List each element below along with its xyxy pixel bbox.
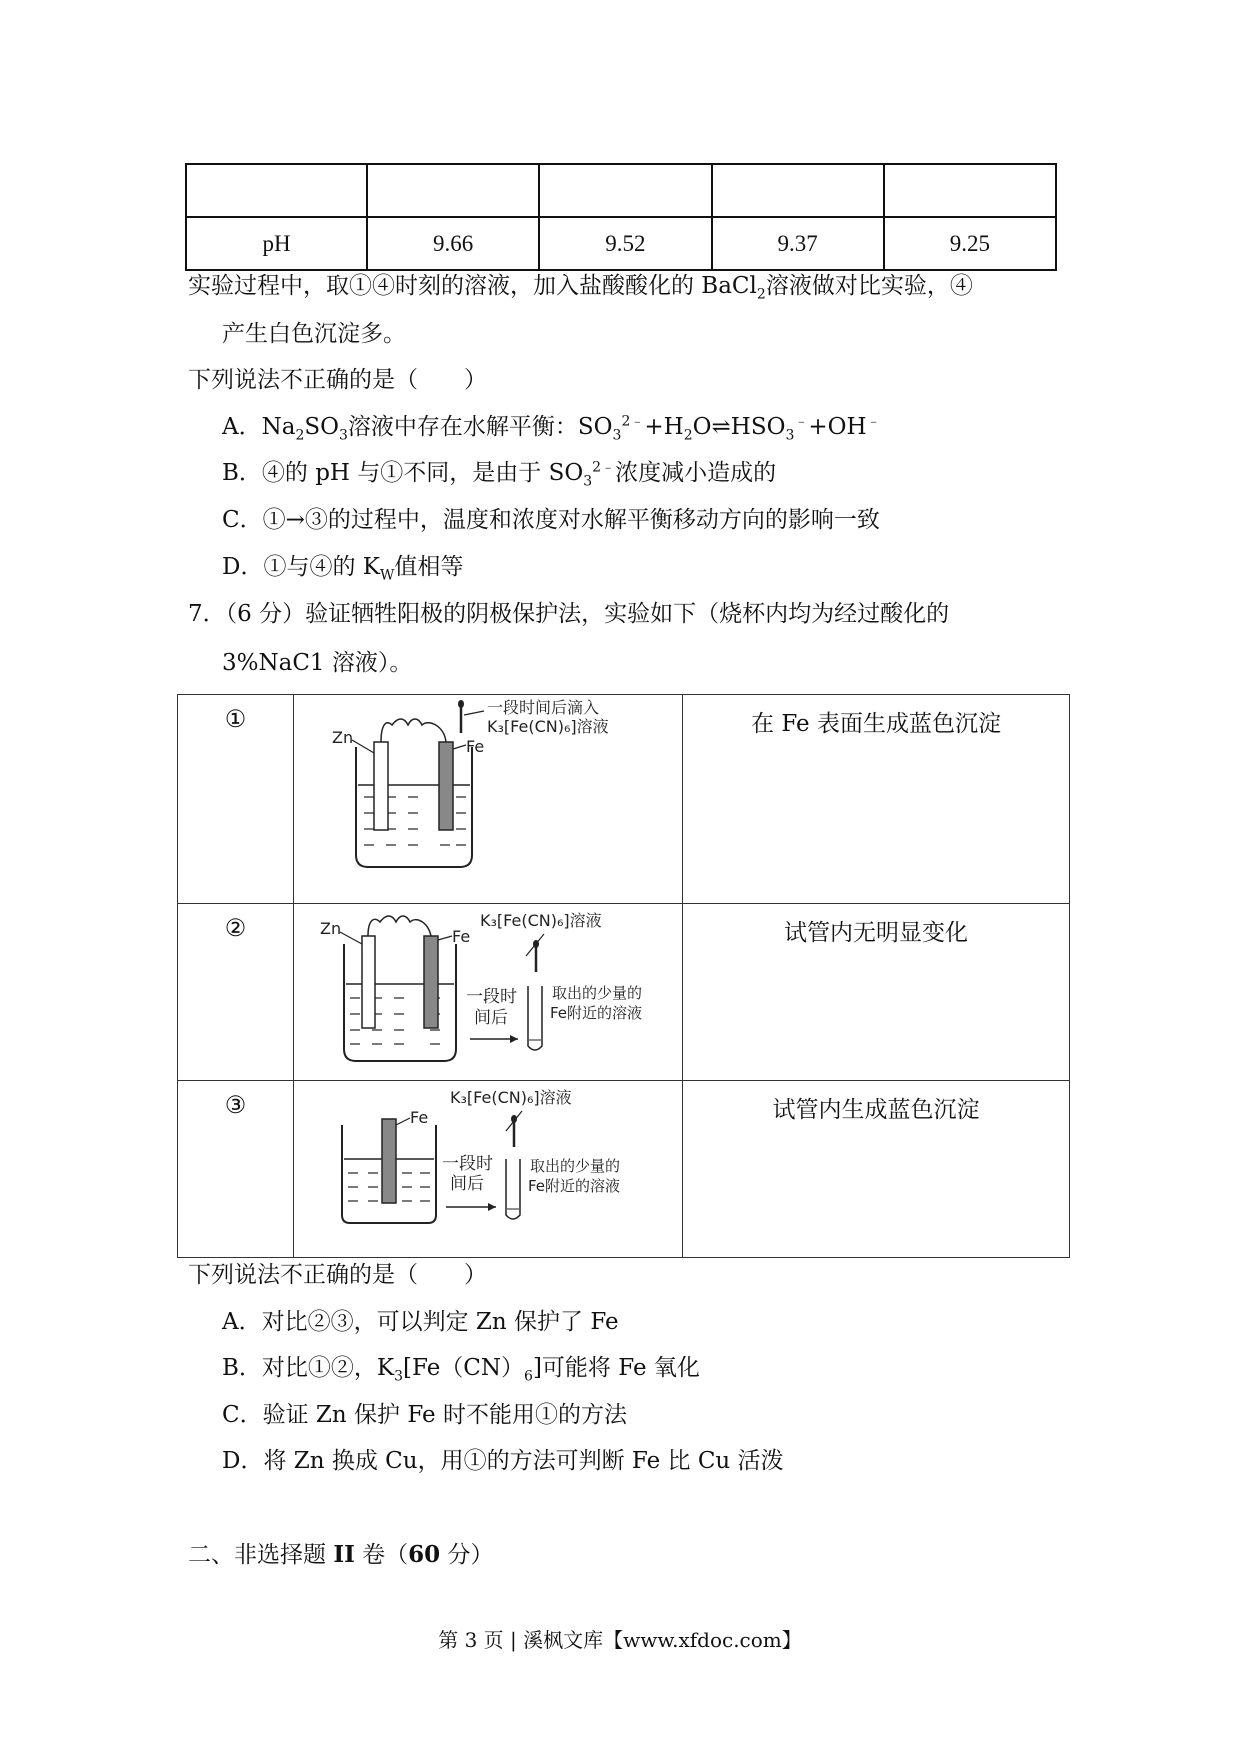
text: D．①与④的 K xyxy=(222,554,380,580)
subscript: 3 xyxy=(785,427,795,444)
q7-option-a: A．对比②③，可以判定 Zn 保护了 Fe xyxy=(222,1309,619,1335)
subscript: 3 xyxy=(339,427,348,444)
text: ]可能将 Fe 氧化 xyxy=(532,1355,700,1381)
time-label: 间后 xyxy=(450,1174,484,1194)
experiment-result: 在 Fe 表面生成蓝色沉淀 xyxy=(683,695,1070,904)
superscript: ﹣ xyxy=(794,413,809,430)
q7-option-d: D．将 Zn 换成 Cu，用①的方法可判断 Fe 比 Cu 活泼 xyxy=(222,1448,784,1474)
table-row xyxy=(178,904,1070,1081)
table-row xyxy=(186,164,1056,217)
time-label: 间后 xyxy=(474,1008,508,1028)
text: O⇌HSO xyxy=(692,414,786,440)
q7-prompt: 下列说法不正确的是（ ） xyxy=(188,1262,487,1288)
q7-option-c: C．验证 Zn 保护 Fe 时不能用①的方法 xyxy=(222,1402,627,1428)
page-footer: 第 3 页 | 溪枫文库【www.xfdoc.com】 xyxy=(438,1628,802,1652)
text: +H xyxy=(644,414,684,440)
q7-stem-line2: 3%NaC1 溶液）。 xyxy=(222,650,413,676)
q6-option-b xyxy=(222,459,777,490)
ph-table xyxy=(185,163,1057,271)
text: B．对比①②，K xyxy=(222,1355,395,1381)
time-label: 一段时 xyxy=(442,1154,493,1174)
sample-label: 取出的少量的 xyxy=(530,1157,621,1175)
q6-option-c: C．①→③的过程中，温度和浓度对水解平衡移动方向的影响一致 xyxy=(222,507,880,533)
superscript: ﹣ xyxy=(866,413,881,430)
text: 溶液做对比实验，④ xyxy=(765,273,973,299)
subscript: 2 xyxy=(756,286,766,303)
text: 溶液中存在水解平衡：SO xyxy=(347,414,613,440)
text: 卷（ xyxy=(354,1542,409,1568)
bold-text: II xyxy=(333,1541,355,1568)
subscript: 3 xyxy=(612,427,622,444)
text: 分） xyxy=(440,1542,494,1568)
sample-label: Fe附近的溶液 xyxy=(528,1177,621,1195)
fe-label: Fe xyxy=(452,927,471,946)
q6-option-d xyxy=(222,554,464,584)
section-heading xyxy=(188,1543,493,1567)
time-label: 一段时 xyxy=(466,987,517,1007)
q6-option-a xyxy=(222,413,881,444)
ph-label-cell: pH xyxy=(186,217,367,270)
ph-value-2: 9.52 xyxy=(539,217,711,270)
reagent-label: K₃[Fe(CN)₆]溶液 xyxy=(480,911,602,930)
text: 实验过程中，取①④时刻的溶液，加入盐酸酸化的 BaCl xyxy=(188,273,757,299)
experiment-result: 试管内生成蓝色沉淀 xyxy=(683,1081,1070,1258)
q6-experiment-line2: 产生白色沉淀多。 xyxy=(222,321,406,347)
table-cell xyxy=(712,164,884,217)
superscript: 2﹣ xyxy=(621,413,645,430)
sample-label: Fe附近的溶液 xyxy=(550,1004,643,1022)
subscript: 3 xyxy=(394,1368,404,1385)
table-cell xyxy=(367,164,539,217)
table-cell xyxy=(884,164,1056,217)
ph-value-3: 9.37 xyxy=(712,217,884,270)
text: 浓度减小造成的 xyxy=(615,460,777,486)
apparatus-3-svg xyxy=(294,1081,682,1258)
q6-experiment-line xyxy=(188,273,973,303)
text: 值相等 xyxy=(394,554,464,580)
experiment-number: ① xyxy=(178,695,294,904)
experiment-result: 试管内无明显变化 xyxy=(683,904,1070,1081)
fe-label: Fe xyxy=(410,1108,429,1127)
reagent-label: 一段时间后滴入 xyxy=(487,698,600,717)
superscript: 2﹣ xyxy=(592,459,616,476)
text: [Fe（CN） xyxy=(403,1355,525,1381)
bold-text: 60 xyxy=(408,1541,441,1568)
zn-label: Zn xyxy=(320,919,342,938)
experiment-1-diagram xyxy=(294,695,683,904)
text: A．Na xyxy=(222,414,296,440)
fe-label: Fe xyxy=(466,737,485,756)
sample-label: 取出的少量的 xyxy=(552,984,643,1002)
ph-value-4: 9.25 xyxy=(884,217,1056,270)
table-row xyxy=(178,1081,1070,1258)
reagent-label: K₃[Fe(CN)₆]溶液 xyxy=(487,717,609,736)
table-row xyxy=(178,695,1070,904)
reagent-label: K₃[Fe(CN)₆]溶液 xyxy=(450,1088,572,1107)
apparatus-1-svg xyxy=(294,695,682,904)
apparatus-2-svg xyxy=(294,904,682,1081)
experiment-table xyxy=(177,694,1070,1258)
zn-label: Zn xyxy=(332,728,354,747)
experiment-2-diagram xyxy=(294,904,683,1081)
subscript: W xyxy=(379,567,395,584)
subscript: 6 xyxy=(524,1368,533,1385)
experiment-number: ② xyxy=(178,904,294,1081)
subscript: 2 xyxy=(683,427,693,444)
table-cell xyxy=(186,164,367,217)
text: SO xyxy=(304,414,339,440)
subscript: 3 xyxy=(583,473,593,490)
ph-value-1: 9.66 xyxy=(367,217,539,270)
text: +OH xyxy=(808,414,867,440)
table-row xyxy=(186,217,1056,270)
table-cell xyxy=(539,164,711,217)
q7-option-b xyxy=(222,1355,700,1385)
text: B．④的 pH 与①不同，是由于 SO xyxy=(222,460,584,486)
experiment-3-diagram xyxy=(294,1081,683,1258)
experiment-number: ③ xyxy=(178,1081,294,1258)
q6-prompt: 下列说法不正确的是（ ） xyxy=(188,367,487,393)
q7-stem-line1: 7．（6 分）验证牺牲阳极的阴极保护法，实验如下（烧杯内均为经过酸化的 xyxy=(188,601,950,627)
text: 二、非选择题 xyxy=(188,1542,334,1568)
subscript: 2 xyxy=(295,427,305,444)
